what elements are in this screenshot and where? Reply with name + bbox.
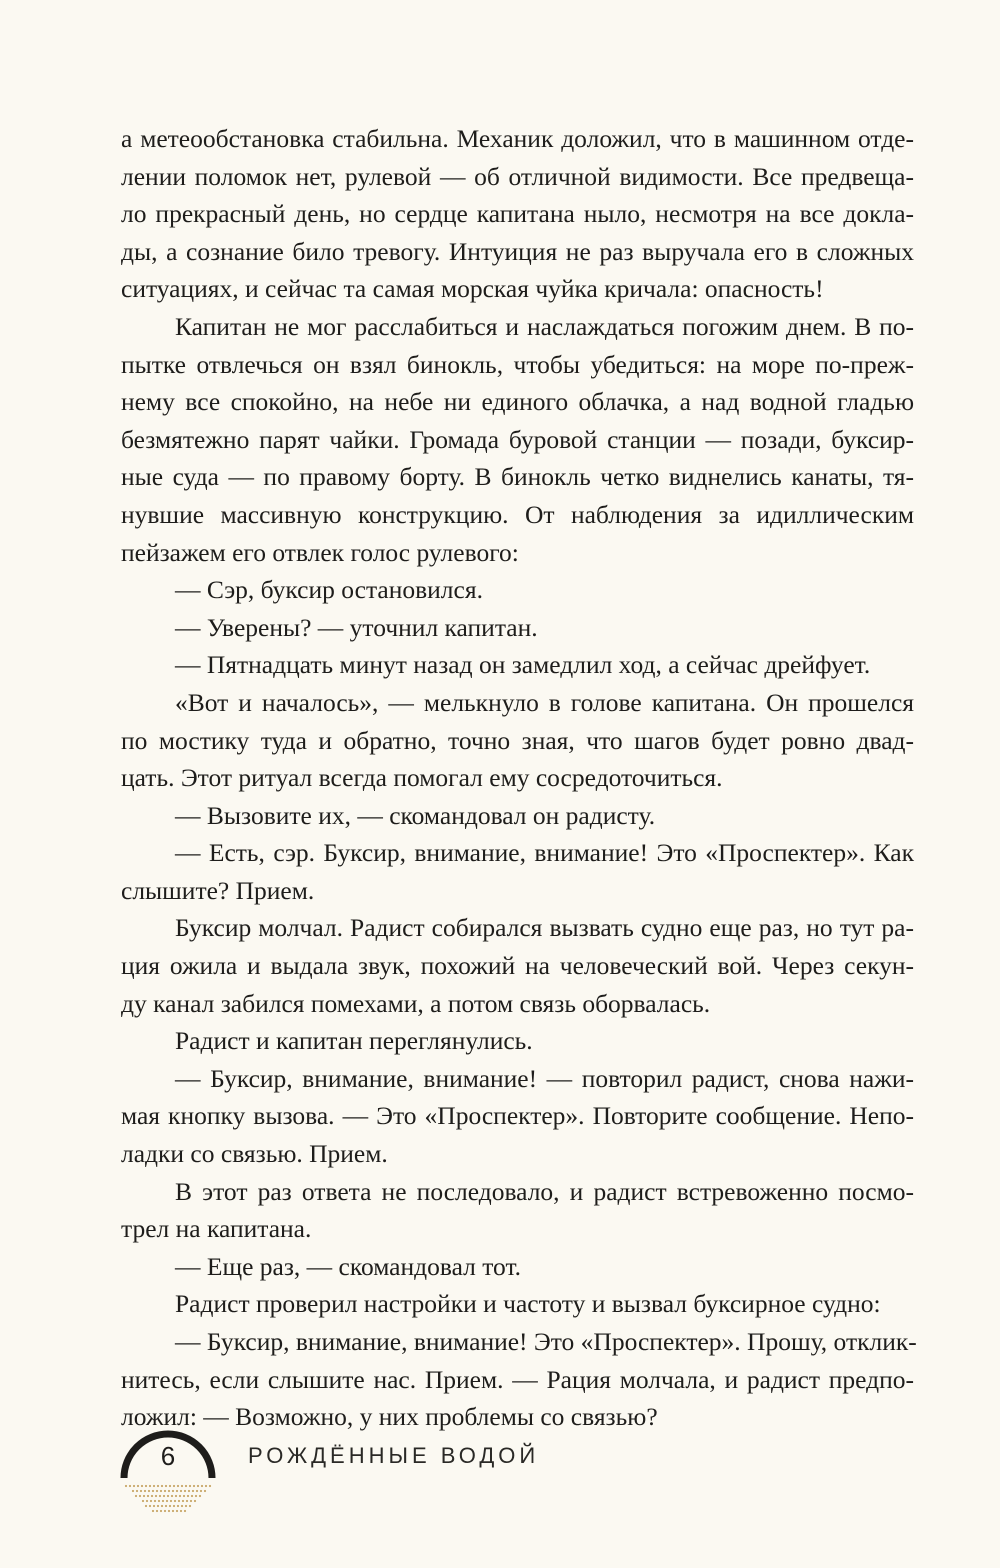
ornament-dot (192, 1490, 194, 1492)
ornament-dot (156, 1490, 158, 1492)
ornament-dot (170, 1500, 172, 1502)
ornament-dot (153, 1485, 155, 1487)
ornament-dot (181, 1485, 183, 1487)
ornament-dot (185, 1505, 187, 1507)
ornament-dot (125, 1485, 127, 1487)
page-footer (118, 1420, 818, 1530)
ornament-dot (209, 1485, 211, 1487)
ornament-dot (148, 1490, 150, 1492)
text-line: — Пятнадцать минут назад он замедлил ход, а сейчас дрейфует. (175, 650, 871, 680)
ornament-dot (180, 1490, 182, 1492)
text-line: ложил: — Возможно, у них проблемы со связью? (121, 1402, 658, 1432)
text-line: нитесь, если слышите нас. Прием. — Рация молчала, и радист предпо- (121, 1364, 914, 1394)
ornament-dot (189, 1485, 191, 1487)
text-line: — Еще раз, — скомандовал тот. (175, 1251, 522, 1281)
text-line: слышите? Прием. (121, 875, 315, 905)
ornament-dot (154, 1500, 156, 1502)
ornament-dot (132, 1490, 134, 1492)
ornament-dot (153, 1505, 155, 1507)
text-line: пытке отвлечься он взял бинокль, чтобы убедиться: на море по-преж- (121, 349, 914, 379)
ornament-dot (147, 1495, 149, 1497)
text-line: Буксир молчал. Радист собирался вызвать судно еще раз, но тут ра- (175, 913, 914, 943)
ornament-dot (184, 1490, 186, 1492)
ornament-dot (137, 1485, 139, 1487)
ornament-dot (191, 1495, 193, 1497)
page-number: 6 (160, 1441, 176, 1471)
ornament-dot (200, 1490, 202, 1492)
ornament-dot (189, 1505, 191, 1507)
text-line: ция ожила и выдала звук, похожий на человеческий вой. Через секун- (121, 951, 914, 981)
ornament-dot (168, 1510, 170, 1512)
text-line: мая кнопку вызова. — Это «Проспектер». Повторите сообщение. Непо- (121, 1101, 914, 1131)
ornament-dot (205, 1485, 207, 1487)
ornament-dot (199, 1495, 201, 1497)
running-title: РОЖДЁННЫЕ ВОДОЙ (248, 1443, 540, 1468)
text-line: — Уверены? — уточнил капитан. (175, 612, 538, 642)
ornament-dot (184, 1510, 186, 1512)
ornament-dot (151, 1495, 153, 1497)
body-text (121, 120, 917, 1436)
text-line: нувшие массивную конструкцию. От наблюдения за идиллическим (121, 499, 914, 529)
ornament-dot (165, 1485, 167, 1487)
ornament-dot (174, 1500, 176, 1502)
text-line: Радист и капитан переглянулись. (175, 1026, 533, 1056)
ornament-dot (195, 1495, 197, 1497)
ornament-dot (152, 1490, 154, 1492)
ornament-dot (160, 1490, 162, 1492)
ornament-dot (145, 1485, 147, 1487)
ornament-dot (177, 1505, 179, 1507)
text-line: «Вот и началось», — мелькнуло в голове капитана. Он прошелся (175, 687, 914, 717)
ornament-dot (164, 1490, 166, 1492)
ornament-dot (149, 1485, 151, 1487)
ornament-dot (157, 1485, 159, 1487)
ornament-dot (178, 1500, 180, 1502)
text-line: Капитан не мог расслабиться и наслаждаться погожим днем. В по- (175, 311, 914, 341)
ornament-dot (135, 1495, 137, 1497)
ornament-dot (204, 1490, 206, 1492)
text-line: лении поломок нет, рулевой — об отличной видимости. Все предвеща- (121, 161, 914, 191)
ornament-dot (183, 1495, 185, 1497)
text-line: ло прекрасный день, но сердце капитана ныло, несмотря на все докла- (121, 199, 914, 229)
ornament-dot (166, 1500, 168, 1502)
text-line: безмятежно парят чайки. Громада буровой станции — позади, буксир- (121, 424, 914, 454)
ornament-dot (160, 1510, 162, 1512)
ornament-dot (167, 1495, 169, 1497)
ornament-dot (196, 1490, 198, 1492)
text-line: цать. Этот ритуал всегда помогал ему сосредоточиться. (121, 763, 723, 793)
ornament-dot (176, 1490, 178, 1492)
text-line: а метеообстановка стабильна. Механик доложил, что в машинном отде- (121, 124, 914, 153)
ornament-dot (155, 1495, 157, 1497)
ornament-dot (197, 1485, 199, 1487)
ornament-dot (193, 1485, 195, 1487)
text-line: ситуациях, и сейчас та самая морская чуйка кричала: опасность! (121, 274, 824, 304)
text-line: пейзажем его отвлек голос рулевого: (121, 537, 519, 567)
ornament-dot (181, 1505, 183, 1507)
ornament-dot (136, 1490, 138, 1492)
text-line: ду канал забился помехами, а потом связь оборвалась. (121, 988, 711, 1018)
ornament-dot (182, 1500, 184, 1502)
ornament-dot (175, 1495, 177, 1497)
ornament-dot (171, 1495, 173, 1497)
ornament-dot (173, 1485, 175, 1487)
ornament-dot (152, 1510, 154, 1512)
ornament-dot (180, 1510, 182, 1512)
text-line: — Сэр, буксир остановился. (175, 575, 483, 605)
ornament-dot (179, 1495, 181, 1497)
text-line: ные суда — по правому борту. В бинокль четко виднелись канаты, тя- (121, 462, 914, 492)
text-line: — Буксир, внимание, внимание! — повторил радист, снова нажи- (175, 1063, 914, 1093)
ornament-dot (190, 1500, 192, 1502)
text-line: ды, а сознание било тревогу. Интуиция не раз выручала его в сложных (121, 236, 914, 266)
ornament-dot (161, 1485, 163, 1487)
ornament-dot (133, 1485, 135, 1487)
text-line: ладки со связью. Прием. (121, 1139, 388, 1169)
text-line: нему все спокойно, на небе ни единого облачка, а над водной гладью (121, 387, 914, 417)
ornament-dot (163, 1495, 165, 1497)
ornament-dot (176, 1510, 178, 1512)
text-line: Радист проверил настройки и частоту и вызвал буксирное судно: (175, 1289, 881, 1319)
ornament-dot (143, 1495, 145, 1497)
ornament-dot (161, 1505, 163, 1507)
ornament-dot (157, 1505, 159, 1507)
ornament-dot (172, 1510, 174, 1512)
ornament-dot (185, 1485, 187, 1487)
text-line: трел на капитана. (121, 1214, 312, 1244)
ornament-dot (173, 1505, 175, 1507)
ornament-dot (150, 1500, 152, 1502)
ornament-dot (187, 1495, 189, 1497)
ornament-dot (177, 1485, 179, 1487)
ornament-dot (194, 1500, 196, 1502)
ornament-dot (188, 1490, 190, 1492)
ornament-dot (140, 1490, 142, 1492)
ornament-dot (149, 1505, 151, 1507)
ornament-dot (158, 1500, 160, 1502)
ornament-dot (201, 1485, 203, 1487)
ornament-dot (168, 1490, 170, 1492)
ornament-dot (129, 1485, 131, 1487)
text-line: по мостику туда и обратно, точно зная, что шагов будет ровно двад- (121, 725, 914, 755)
ornament-dot (186, 1500, 188, 1502)
ornament-dot (162, 1500, 164, 1502)
ornament-dot (172, 1490, 174, 1492)
ornament-dot (169, 1505, 171, 1507)
text-line: — Буксир, внимание, внимание! Это «Проспектер». Прошу, отклик- (175, 1327, 917, 1356)
ornament-dot (164, 1510, 166, 1512)
text-line: — Есть, сэр. Буксир, внимание, внимание! Это «Проспектер». Как (175, 838, 914, 868)
ornament-dot (156, 1510, 158, 1512)
text-line: — Вызовите их, — скомандовал он радисту. (175, 800, 656, 830)
ornament-dot (159, 1495, 161, 1497)
ornament-dot (145, 1505, 147, 1507)
ornament-dot (139, 1495, 141, 1497)
ornament-dot (169, 1485, 171, 1487)
text-line: В этот раз ответа не последовало, и радист встревоженно посмо- (175, 1176, 914, 1206)
ornament-dot (144, 1490, 146, 1492)
ornament-dots (125, 1485, 211, 1512)
ornament-dot (141, 1485, 143, 1487)
ornament-dot (142, 1500, 144, 1502)
ornament-dot (165, 1505, 167, 1507)
ornament-dot (146, 1500, 148, 1502)
